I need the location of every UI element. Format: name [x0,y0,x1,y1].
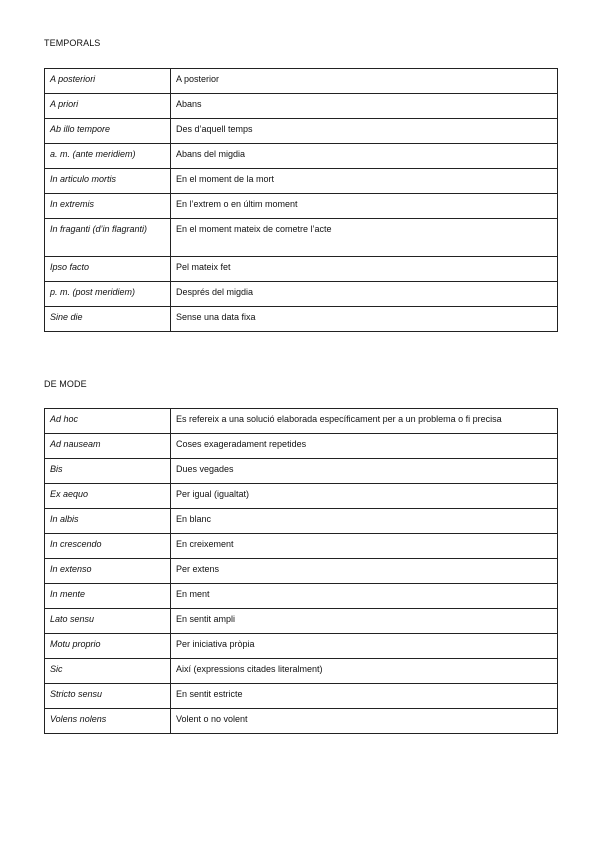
term-cell: In fraganti (d’in flagranti) [45,219,171,257]
term-cell: Sic [45,659,171,684]
table-row [45,709,558,734]
term-cell: Ad hoc [45,409,171,434]
table-row [45,684,558,709]
term-cell: Volens nolens [45,709,171,734]
term-cell: Ipso facto [45,257,171,282]
term-cell: Motu proprio [45,634,171,659]
table-row [45,307,558,332]
table-row [45,484,558,509]
meaning-cell: Per iniciativa pròpia [171,634,558,659]
table-row [45,434,558,459]
table-row [45,69,558,94]
meaning-cell: A posterior [171,69,558,94]
meaning-cell: En sentit estricte [171,684,558,709]
table-row [45,509,558,534]
term-cell: In albis [45,509,171,534]
term-cell: In articulo mortis [45,169,171,194]
meaning-cell: En el moment de la mort [171,169,558,194]
meaning-cell: Abans del migdia [171,144,558,169]
table-row [45,659,558,684]
term-cell: A posteriori [45,69,171,94]
term-cell: Ab illo tempore [45,119,171,144]
meaning-cell: En el moment mateix de cometre l’acte [171,219,558,257]
table-row [45,144,558,169]
term-cell: Sine die [45,307,171,332]
term-cell: In extremis [45,194,171,219]
term-cell: In crescendo [45,534,171,559]
meaning-cell: Es refereix a una solució elaborada específicament per a un problema o fi precisa [171,409,558,434]
meaning-cell: Després del migdia [171,282,558,307]
meaning-cell: En l’extrem o en últim moment [171,194,558,219]
term-cell: In mente [45,584,171,609]
table-row [45,194,558,219]
table-row [45,409,558,434]
meaning-cell: Per igual (igualtat) [171,484,558,509]
meaning-cell: Volent o no volent [171,709,558,734]
term-cell: p. m. (post meridiem) [45,282,171,307]
table-row [45,169,558,194]
term-cell: A priori [45,94,171,119]
meaning-cell: Així (expressions citades literalment) [171,659,558,684]
table-row [45,559,558,584]
table-row [45,257,558,282]
meaning-cell: En ment [171,584,558,609]
term-cell: Bis [45,459,171,484]
table-row [45,119,558,144]
table-row [45,282,558,307]
glossary-table-de-mode [44,408,558,734]
table-row [45,459,558,484]
term-cell: Ex aequo [45,484,171,509]
meaning-cell: En creixement [171,534,558,559]
table-row [45,219,558,257]
term-cell: Lato sensu [45,609,171,634]
table-row [45,534,558,559]
meaning-cell: Per extens [171,559,558,584]
meaning-cell: Sense una data fixa [171,307,558,332]
meaning-cell: Des d’aquell temps [171,119,558,144]
term-cell: Stricto sensu [45,684,171,709]
section-title-temporals: TEMPORALS [44,38,101,48]
term-cell: a. m. (ante meridiem) [45,144,171,169]
meaning-cell: Dues vegades [171,459,558,484]
meaning-cell: Coses exageradament repetides [171,434,558,459]
meaning-cell: Abans [171,94,558,119]
table-row [45,584,558,609]
table-row [45,634,558,659]
term-cell: In extenso [45,559,171,584]
meaning-cell: En blanc [171,509,558,534]
term-cell: Ad nauseam [45,434,171,459]
meaning-cell: Pel mateix fet [171,257,558,282]
table-row [45,94,558,119]
meaning-cell: En sentit ampli [171,609,558,634]
section-title-de-mode: DE MODE [44,379,87,389]
table-row [45,609,558,634]
glossary-table-temporals [44,68,558,332]
